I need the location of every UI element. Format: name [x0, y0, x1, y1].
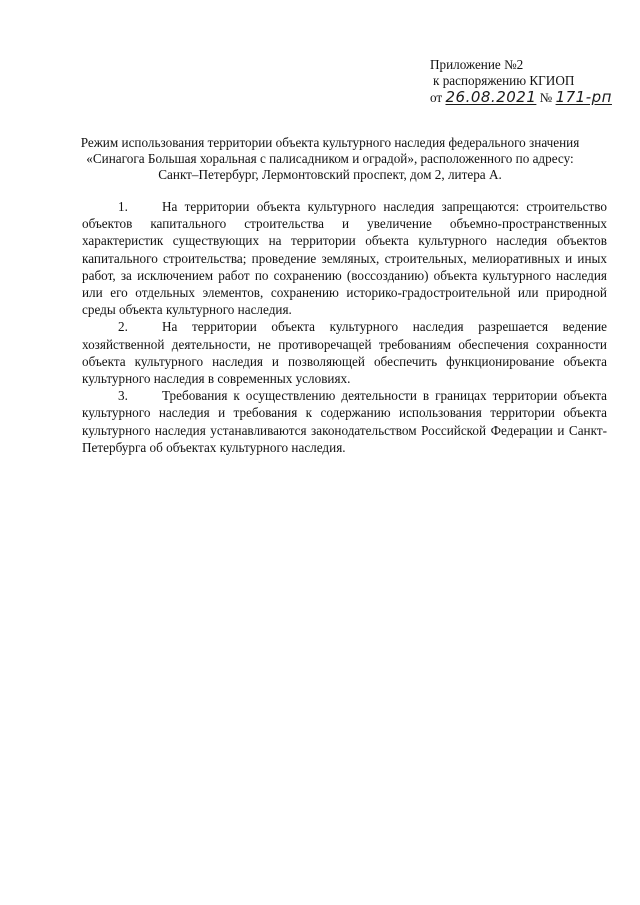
number-prefix: №: [539, 90, 553, 105]
paragraph-number: 2.: [118, 319, 128, 335]
title-line-1: Режим использования территории объекта культурного наследия федерального значения: [80, 135, 580, 150]
paragraph-text: Требования к осуществлению деятельности в границах территории объекта культурного наследия и требования к содержанию использования территории объекта культурного наследия устанавливаются законодательством Российской Федерации и Санкт-Петербурга об объектах культурного наследия.: [82, 388, 607, 455]
paragraph-number: 3.: [118, 388, 128, 404]
paragraph-2: [82, 318, 607, 387]
title-line-3: Санкт–Петербург, Лермонтовский проспект, дом 2, литера А.: [158, 167, 502, 182]
date-prefix: от: [430, 90, 443, 105]
paragraph-text: На территории объекта культурного наследия разрешается ведение хозяйственной деятельности, не противоречащей требованиям обеспечения сохранности объекта культурного наследия и позволяющей обеспечить функционирование объекта культурного наследия в современных условиях.: [82, 319, 607, 387]
paragraph-text: На территории объекта культурного наследия запрещаются: строительство объектов капитального строительства и увеличение объемно-пространственных характеристик существующих на территории объекта культурного наследия объектов капитального строительства; проведение земляных, строительных, мелиоративных и иных работ, за исключением работ по сохранению (воссозданию) объекта культурного наследия или его отдельных элементов, сохранению историко-градостроительной или природной среды объекта культурного наследия.: [82, 199, 607, 318]
document-title: [70, 135, 590, 183]
title-line-2: «Синагога Большая хоральная с палисадником и оградой», расположенного по адресу:: [86, 151, 574, 166]
appendix-order-reference: к распоряжению КГИОП: [433, 73, 575, 88]
handwritten-number: 171-рп: [555, 88, 612, 106]
document-body: [82, 198, 607, 456]
handwritten-date: 26.08.2021: [445, 88, 537, 106]
appendix-date-line: [430, 89, 630, 106]
appendix-header: [430, 57, 630, 106]
paragraph-number: 1.: [118, 199, 128, 214]
paragraph-3: [82, 387, 607, 456]
appendix-title: Приложение №2: [430, 57, 524, 72]
paragraph-1: [82, 198, 607, 318]
